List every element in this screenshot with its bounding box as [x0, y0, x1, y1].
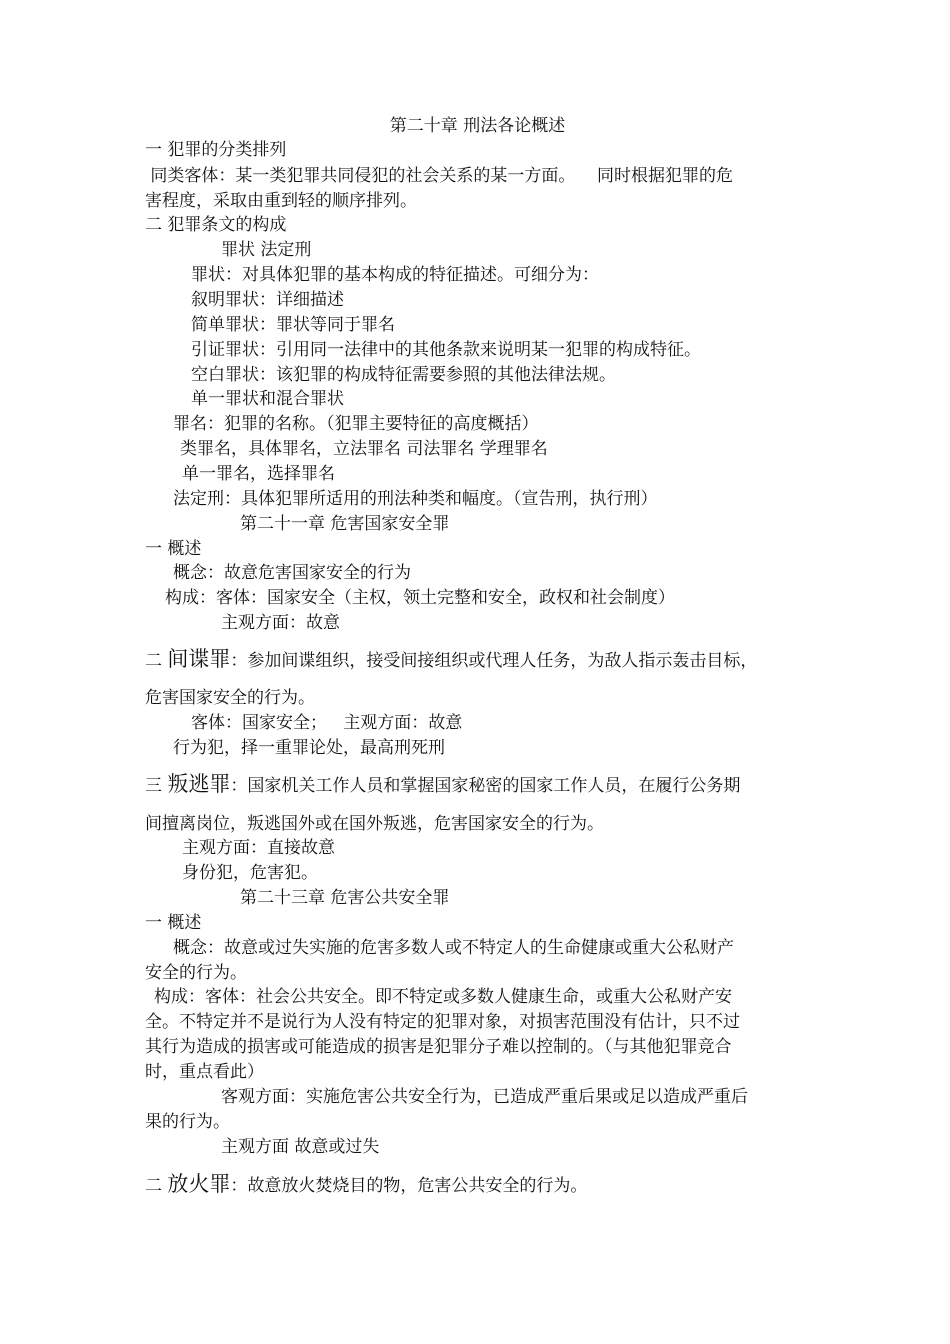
paragraph-line: 害程度，采取由重到轻的顺序排列。 — [145, 191, 417, 211]
paragraph-line: 客体：国家安全； 主观方面：故意 — [191, 713, 463, 733]
paragraph-line: 罪状 法定刑 — [221, 240, 312, 260]
paragraph-line: 单一罪状和混合罪状 — [191, 389, 344, 409]
section-number: 三 — [145, 776, 168, 796]
paragraph-line: 其行为造成的损害或可能造成的损害是犯罪分子难以控制的。（与其他犯罪竞合 — [145, 1037, 732, 1057]
paragraph-line: 罪状：对具体犯罪的基本构成的特征描述。可细分为： — [191, 265, 599, 285]
paragraph-line: 行为犯，择一重罪论处，最高刑死刑 — [173, 738, 445, 758]
section-heading: 一 概述 — [145, 913, 202, 933]
paragraph-line: 概念：故意或过失实施的危害多数人或不特定人的生命健康或重大公私财产 — [173, 938, 734, 958]
paragraph-line: 果的行为。 — [145, 1112, 230, 1132]
section-heading: 一 概述 — [145, 539, 202, 559]
paragraph-line: 法定刑：具体犯罪所适用的刑法种类和幅度。（宣告刑，执行刑） — [173, 489, 658, 509]
paragraph-line: 安全的行为。 — [145, 963, 247, 983]
paragraph-line: 主观方面：故意 — [221, 613, 340, 633]
paragraph-line: 时，重点看此） — [145, 1062, 264, 1082]
paragraph-line: 主观方面：直接故意 — [182, 838, 335, 858]
paragraph-line: 构成：客体：国家安全（主权，领土完整和安全，政权和社会制度） — [165, 588, 675, 608]
crime-definition: ：参加间谍组织，接受间接组织或代理人任务，为敌人指示轰击目标， — [230, 651, 758, 671]
crime-heading-defection — [145, 772, 810, 798]
chapter-23-title: 第二十三章 危害公共安全罪 — [240, 888, 450, 908]
section-heading: 二 犯罪条文的构成 — [145, 215, 287, 235]
chapter-20-title: 第二十章 刑法各论概述 — [389, 116, 566, 136]
crime-definition: ：国家机关工作人员和掌握国家秘密的国家工作人员，在履行公务期 — [230, 776, 741, 796]
paragraph-line: 客观方面：实施危害公共安全行为，已造成严重后果或足以造成严重后 — [221, 1087, 748, 1107]
chapter-21-title: 第二十一章 危害国家安全罪 — [240, 514, 450, 534]
paragraph-line: 同类客体：某一类犯罪共同侵犯的社会关系的某一方面。 同时根据犯罪的危 — [145, 166, 734, 186]
paragraph-line: 构成：客体：社会公共安全。即不特定或多数人健康生命，或重大公私财产安 — [154, 987, 732, 1007]
paragraph-line: 类罪名，具体罪名，立法罪名 司法罪名 学理罪名 — [180, 439, 548, 459]
paragraph-line: 单一罪名，选择罪名 — [182, 464, 335, 484]
paragraph-line: 空白罪状：该犯罪的构成特征需要参照的其他法律法规。 — [191, 365, 616, 385]
paragraph-line: 引证罪状：引用同一法律中的其他条款来说明某一犯罪的构成特征。 — [191, 340, 701, 360]
crime-name: 间谍罪 — [167, 647, 231, 671]
paragraph-line: 身份犯，危害犯。 — [182, 863, 318, 883]
crime-definition: ：故意放火焚烧目的物，危害公共安全的行为。 — [230, 1176, 588, 1196]
paragraph-line: 简单罪状：罪状等同于罪名 — [191, 315, 395, 335]
paragraph-line: 危害国家安全的行为。 — [145, 688, 315, 708]
crime-name: 叛逃罪 — [167, 772, 231, 796]
paragraph-line: 全。不特定并不是说行为人没有特定的犯罪对象，对损害范围没有估计，只不过 — [145, 1012, 740, 1032]
section-number: 二 — [145, 651, 168, 671]
paragraph-line: 概念：故意危害国家安全的行为 — [173, 563, 411, 583]
crime-name: 放火罪 — [167, 1172, 231, 1196]
paragraph-line: 主观方面 故意或过失 — [221, 1137, 380, 1157]
section-number: 二 — [145, 1176, 168, 1196]
paragraph-line: 间擅离岗位，叛逃国外或在国外叛逃，危害国家安全的行为。 — [145, 814, 604, 834]
paragraph-line: 叙明罪状：详细描述 — [191, 290, 344, 310]
crime-heading-arson — [145, 1172, 810, 1198]
section-heading: 一 犯罪的分类排列 — [145, 140, 287, 160]
paragraph-line: 罪名：犯罪的名称。（犯罪主要特征的高度概括） — [173, 414, 539, 434]
crime-heading-espionage — [145, 647, 810, 673]
